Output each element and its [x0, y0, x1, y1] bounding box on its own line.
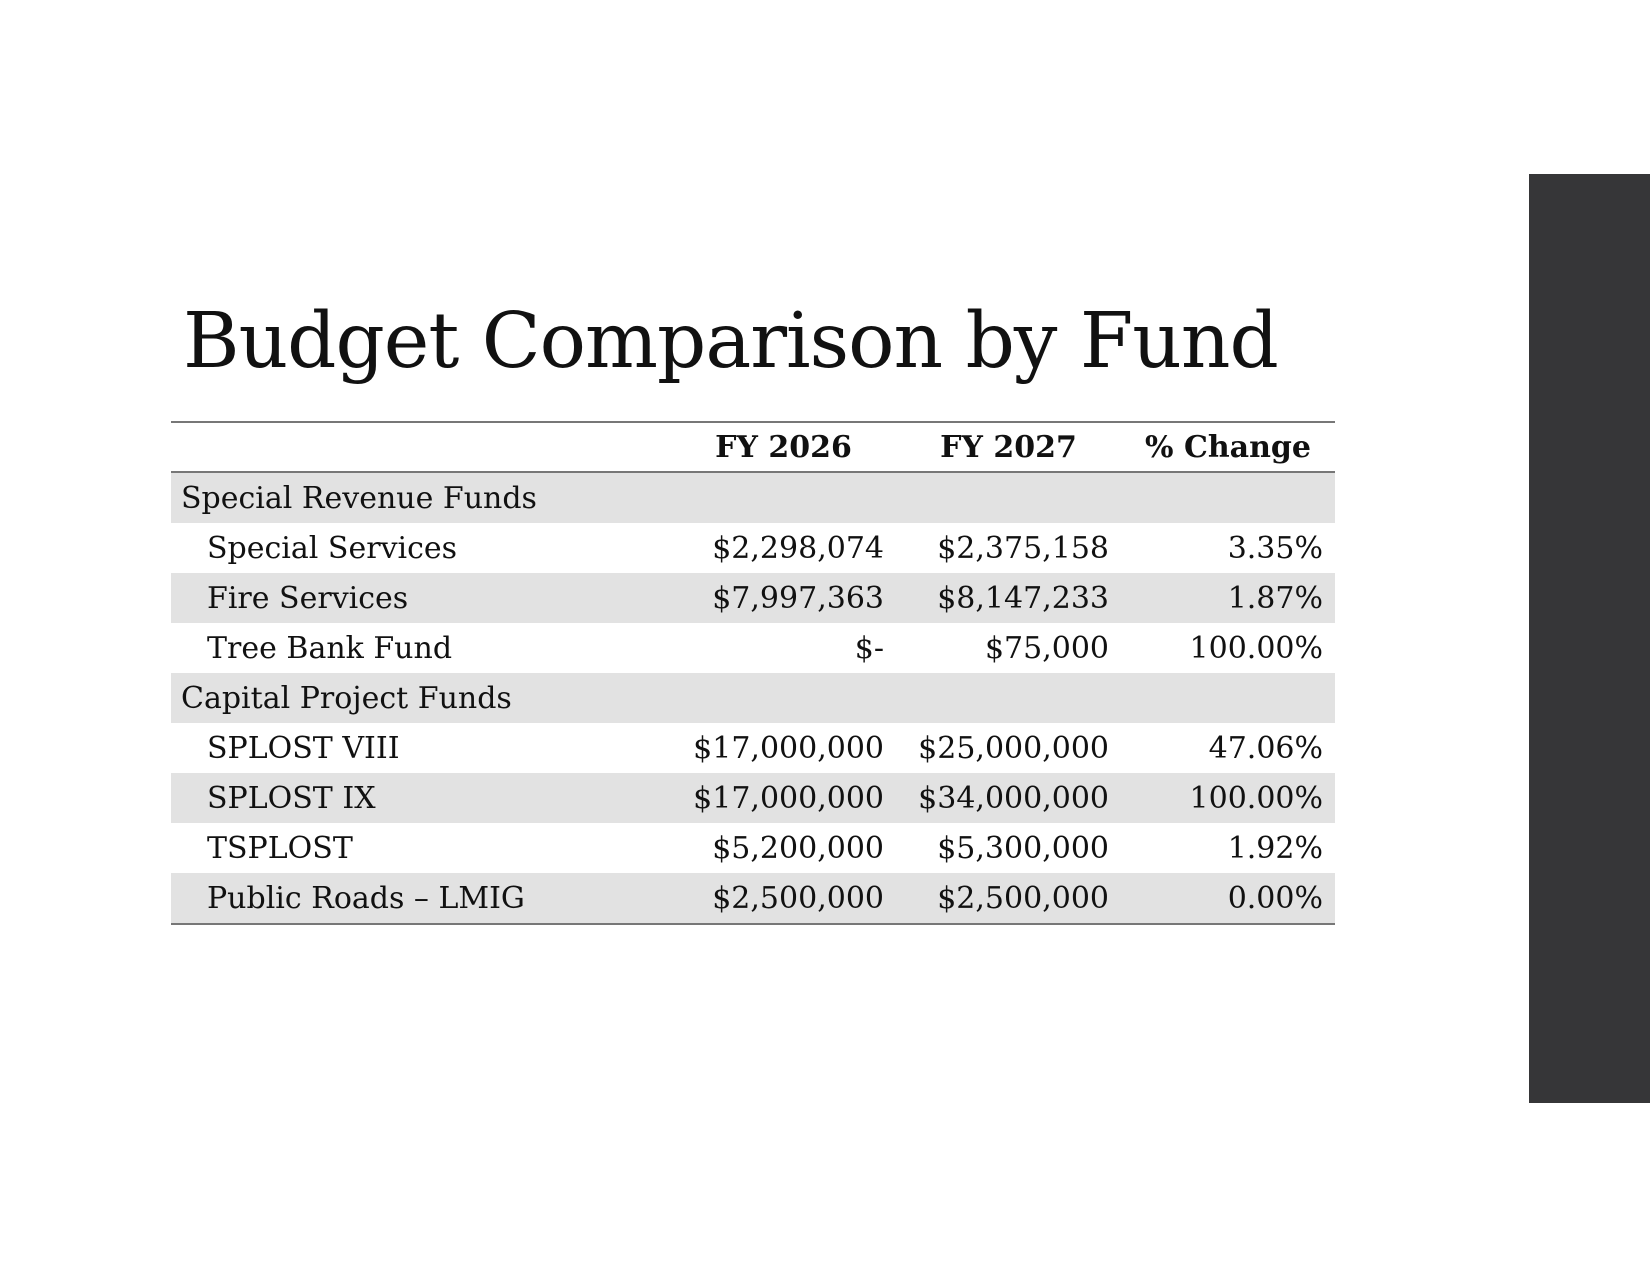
table-row-splost-viii [171, 723, 1335, 773]
fy2027-value: $75,000 [984, 630, 1109, 666]
fy2027-value: $25,000,000 [918, 730, 1109, 766]
fy2027-value: $34,000,000 [918, 780, 1109, 816]
fy2027-value: $2,375,158 [937, 530, 1109, 566]
page-title: Budget Comparison by Fund [183, 297, 1278, 386]
fy2026-value: $5,200,000 [712, 830, 884, 866]
fy2026-value: $- [854, 630, 884, 666]
percent-change-value: 0.00% [1227, 880, 1323, 916]
header-fund-name [171, 422, 671, 472]
fund-label: SPLOST IX [207, 780, 376, 816]
header-percent-change: % Change [1145, 429, 1311, 465]
percent-change-value: 3.35% [1227, 530, 1323, 566]
fund-label: TSPLOST [207, 830, 353, 866]
fy2026-value: $7,997,363 [712, 580, 884, 616]
table-row-special-services [171, 523, 1335, 573]
percent-change-value: 100.00% [1189, 780, 1323, 816]
group-label: Special Revenue Funds [181, 480, 537, 516]
table-header-row [171, 422, 1335, 472]
fund-label: Special Services [207, 530, 458, 566]
fund-label: SPLOST VIII [207, 730, 400, 766]
fy2027-value: $2,500,000 [937, 880, 1109, 916]
fy2026-value: $17,000,000 [693, 780, 884, 816]
table-row-splost-ix [171, 773, 1335, 823]
fund-label: Public Roads – LMIG [207, 880, 525, 916]
fund-label: Fire Services [207, 580, 409, 616]
header-fy2027: FY 2027 [940, 429, 1077, 465]
table-row-public-roads-lmig [171, 873, 1335, 924]
percent-change-value: 1.92% [1227, 830, 1323, 866]
table-row-fire-services [171, 573, 1335, 623]
table-row-tree-bank-fund [171, 623, 1335, 673]
group-row-special-revenue-funds [171, 472, 1335, 523]
budget-comparison-table [171, 421, 1335, 925]
fy2027-value: $8,147,233 [937, 580, 1109, 616]
fy2026-value: $2,298,074 [712, 530, 884, 566]
header-fy2026: FY 2026 [715, 429, 852, 465]
fund-label: Tree Bank Fund [207, 630, 453, 666]
table-row-tsplost [171, 823, 1335, 873]
decorative-side-bar [1529, 174, 1650, 1103]
group-row-capital-project-funds [171, 673, 1335, 723]
percent-change-value: 47.06% [1208, 730, 1323, 766]
fy2026-value: $17,000,000 [693, 730, 884, 766]
group-label: Capital Project Funds [181, 680, 512, 716]
percent-change-value: 100.00% [1189, 630, 1323, 666]
fy2027-value: $5,300,000 [937, 830, 1109, 866]
percent-change-value: 1.87% [1227, 580, 1323, 616]
fy2026-value: $2,500,000 [712, 880, 884, 916]
